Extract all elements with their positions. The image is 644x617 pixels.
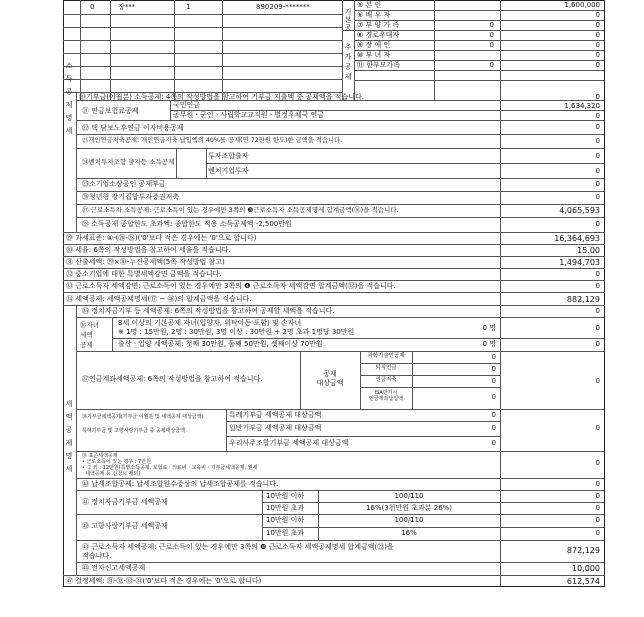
- hometown-range-2: 10만원 초과: [266, 529, 305, 537]
- tax-assoc-label: ㊵ 납세조합공제: 납세조합원수증상의 납세조합공제를 적습니다.: [82, 480, 279, 488]
- youth-savings-label: ㉖청년형 장기집합투자증권저축: [82, 193, 180, 201]
- foreign-credit-value: 0: [595, 307, 600, 315]
- child-credit-label: ㊱자녀 세액 공제: [80, 321, 100, 349]
- deduction-spouse-label: ⑥ 배 우 자: [357, 11, 391, 19]
- child-credit-value: 0: [595, 324, 600, 332]
- sme-reduction-value: 0: [595, 270, 600, 278]
- pension-item-isa-value: 0: [491, 393, 496, 401]
- investment-assoc-label: 투자조합출자: [208, 152, 249, 160]
- tax-base-label: ㉙ 과세표준: ④-(㉘-㉘)('0'보다 적은 경우에는 '0'으로 합니다): [66, 234, 257, 242]
- hometown-range-1: 10만원 이하: [266, 516, 305, 524]
- personal-pension-label: ㉓개인연금저축공제: 개인연금저축 납입액의 40%를 공제(연 72만원 한도)한 금액을 적습니다.: [82, 137, 343, 144]
- deduction-woman-value: 0: [595, 51, 600, 59]
- pension-item-retire-label: 퇴직연금: [375, 365, 397, 371]
- earned-reduction-label: ㉝ 근로소득자 세액감면: 근로소득이 있는 경우에만 3쪽의 ❹ 근로소득자 세액감면 합계금액(㉝)을 적습니다.: [66, 282, 396, 290]
- deduction-single-parent-value: 0: [595, 61, 600, 69]
- final-tax-value: 612,574: [566, 577, 600, 586]
- tax-credit-title: 세 액 공 제 명 세: [65, 400, 73, 473]
- personal-pension-value: 0: [595, 137, 600, 145]
- pension-item-retire-value: 0: [491, 365, 496, 373]
- birth-credit-count: 0 명: [482, 340, 496, 348]
- tax-base-value: 16,364,693: [554, 234, 600, 243]
- donation-credit-value: 0: [595, 424, 600, 432]
- deduction-dependents-value: 0: [595, 21, 600, 29]
- earned-credit-label: ㊸ 근로소득자 세액공제: 근로소득이 있는 경우에만 3쪽의 ❿ 근로소득자 세액공제명세 합계금액(㉒)을 적습니다.: [82, 543, 394, 560]
- child-credit-count: 0 명: [482, 324, 496, 332]
- basic-deduction-label: 기 본 공: [344, 8, 352, 32]
- online-filing-label: ㊹ 전자신고세액공제: [82, 564, 146, 572]
- political-value-2: 0: [595, 504, 600, 512]
- donation-general-label: 일반기부금 세액공제 대상금액: [229, 424, 322, 432]
- earned-income-deduction-value: 4,065,593: [559, 206, 600, 215]
- pension-deduction-label: ㉑ 연금보험료공제: [82, 107, 139, 115]
- top-cell-d: 890209-*******: [256, 3, 310, 11]
- calculated-tax-label: ㉛ 산출세액: ㉙×㉚-누진공제액(5쪽 작성방법 참고): [66, 258, 225, 266]
- small-business-label: ㉕소기업소상공인 공제부금: [82, 180, 166, 188]
- donation-carryover-label: ⑳기부금(이월분) 소득공제: 4쪽의 작성방법을 참고하여 기부금 지출액 중 공제액을 적습니다.: [79, 93, 364, 101]
- deduction-senior-mid: 0: [489, 31, 494, 39]
- youth-savings-value: 0: [595, 193, 600, 201]
- donation-carryover-value: 0: [595, 93, 600, 101]
- hometown-rate-1: 100/110: [394, 516, 424, 524]
- tax-assoc-value: 0: [595, 480, 600, 488]
- hometown-value-2: 0: [595, 529, 600, 537]
- tax-credit-total-value: 882,129: [566, 295, 600, 304]
- political-rate-2: 16%(3천만원 초과분 26%): [365, 504, 453, 512]
- earned-reduction-value: 0: [595, 282, 600, 290]
- deduction-disabled-value: 0: [595, 41, 600, 49]
- political-rate-1: 100/110: [394, 492, 424, 500]
- political-range-1: 10만원 이하: [266, 492, 305, 500]
- calculated-tax-value: 1,494,703: [559, 258, 600, 267]
- political-range-2: 10만원 초과: [266, 504, 305, 512]
- investment-assoc-value: 0: [595, 152, 600, 160]
- deduction-dependents-mid: 0: [489, 21, 494, 29]
- deduction-senior-label: ⑧ 경로우대자: [357, 31, 400, 39]
- public-pension-label: 공무원ㆍ군인ㆍ사립학교교직원ㆍ별정우체국 연금: [173, 111, 324, 119]
- deduction-woman-label: ⑩ 부 녀 자: [357, 51, 391, 59]
- limit-excess-label: ㉘ 소득공제 종합한도 초과액: 종합한도 적용 소득공제액 -2,500만원: [82, 220, 292, 228]
- venture-company-value: 0: [595, 167, 600, 175]
- national-pension-label: 국민연금: [173, 101, 201, 109]
- small-business-value: 0: [595, 180, 600, 188]
- hometown-donation-label: ㊷ 고향사랑기부금 세액공제: [82, 522, 168, 530]
- donation-ownership-value: 0: [491, 439, 496, 447]
- sme-reduction-label: ㉜ 중소기업에 대한 특별세액감면 금액을 적습니다.: [66, 270, 222, 278]
- standard-credit-label: ㊴ 표준세액공제 • 근로소득이 있는 경우 : 7만원 • 그 외 : 12만원(특별소득공제, 보험료ㆍ의료비ㆍ교육비ㆍ기부금세액공제, 월세 세액공제 등 신청시 제외): [82, 453, 258, 477]
- pension-item-savings-label: 연금저축: [375, 377, 397, 383]
- venture-investment-label: ㉔벤처투자조합 출자등 소득공제: [82, 158, 175, 166]
- pension-account-value: 0: [595, 377, 600, 385]
- hometown-value-1: 0: [595, 516, 600, 524]
- donation-ownership-label: 우리사주조합기부금 세액공제 대상금액: [229, 439, 349, 447]
- birth-credit-line: 출산ㆍ입양 세액공제: 첫째 30만원, 둘째 50만원, 셋째이상 70만원: [118, 340, 323, 348]
- political-value-1: 0: [595, 492, 600, 500]
- child-credit-line2: ※ 1명 : 15만원, 2명 : 30만원, 3명 이상 : 30만원 + 2명 초과 1명당 30만원: [118, 328, 355, 336]
- tax-credit-total-label: ㉞ 세액공제: 세액공제명세(⑰ ~ ㊻)의 합계금액을 적습니다.: [66, 295, 252, 303]
- pension-item-science-label: 과학기술인공제: [367, 353, 405, 359]
- hometown-rate-2: 16%: [401, 529, 417, 537]
- online-filing-value: 10,000: [572, 564, 600, 573]
- public-pension-value: 0: [595, 112, 600, 120]
- deduction-single-parent-label: ⑪ 한부모가족: [357, 61, 401, 69]
- top-cell-a: 0: [90, 3, 95, 11]
- pension-item-science-value: 0: [491, 353, 496, 361]
- donation-credit-label: ㊳기부금세액공제(기부금 이월분 및 세액공제 대상금액): [82, 414, 204, 420]
- tax-rate-label: ㉚ 세율: 6쪽의 작성방법을 참고하여 세율을 적습니다.: [66, 246, 231, 254]
- mortgage-pension-label: ㉒ 택 담보노후연금 이자비용공제: [82, 124, 184, 132]
- donation-special-label: 특례기부금 세액공제 대상금액: [229, 411, 322, 419]
- extra-deduction-label: 추 가 공 제: [344, 43, 352, 81]
- foreign-credit-label: ㉟ 정치자금기부 등 세액공제: 6쪽의 작성방법을 참고하여 공제할 세액을 적습니다.: [82, 307, 335, 315]
- political-donation-label: ㊶ 정치자금기부금 세액공제: [82, 498, 168, 506]
- deduction-single-parent-mid: 0: [489, 61, 494, 69]
- deduction-dependents-label: ⑦ 부 양 가 족: [357, 21, 400, 29]
- national-pension-value: 1,634,320: [564, 102, 600, 110]
- earned-credit-value: 872,129: [566, 546, 600, 555]
- child-credit-line1: 8세 이상의 기본공제 자녀(입양자, 위탁아동 포함) 및 손자녀: [118, 319, 302, 327]
- deduction-disabled-label: ⑨ 장 애 인: [357, 41, 391, 49]
- top-cell-c: 1: [186, 3, 191, 11]
- pension-target-label: 공제 대상금액: [316, 370, 344, 387]
- donation-special-value: 0: [491, 411, 496, 419]
- pension-item-savings-value: 0: [491, 377, 496, 385]
- venture-company-label: 벤처기업투자: [208, 167, 249, 175]
- pension-account-label: ㊲연금계좌세액공제: 6쪽의 작성방법을 참고하여 적습니다.: [82, 375, 263, 383]
- standard-credit-value: 0: [595, 459, 600, 467]
- limit-excess-value: 0: [595, 220, 600, 228]
- final-tax-label: ㊼ 결정세액: ㉛-㉜-㉝-㉞('0'보다 적은 경우에는 '0'으로 합니다): [66, 577, 262, 585]
- pension-item-isa-label: ISA만기시 연금계좌납입액: [369, 390, 403, 402]
- income-deduction-title: 소 득 공 제 명 세: [65, 62, 73, 135]
- mortgage-pension-value: 0: [595, 123, 600, 131]
- deduction-senior-value: 0: [595, 31, 600, 39]
- donation-credit-sub: 특례기부금 및 고향사랑기부금 중 공제대상금액: [82, 428, 185, 434]
- donation-general-value: 0: [491, 424, 496, 432]
- birth-credit-value: 0: [595, 340, 600, 348]
- deduction-spouse-value: 0: [595, 11, 600, 19]
- top-cell-b: 장***: [118, 3, 136, 11]
- deduction-self-value: 1,600,000: [564, 1, 600, 9]
- tax-rate-value: 15.00: [577, 246, 600, 255]
- deduction-self-label: ⑤ 본 인: [357, 1, 382, 9]
- deduction-disabled-mid: 0: [489, 41, 494, 49]
- earned-income-deduction-label: ㉗ 근로소득자 소득공제: 근로소득이 있는 경우에만 3쪽의 ❸근로소득자 소득공제명세 합계금액(⑯)을 적습니다.: [82, 206, 399, 214]
